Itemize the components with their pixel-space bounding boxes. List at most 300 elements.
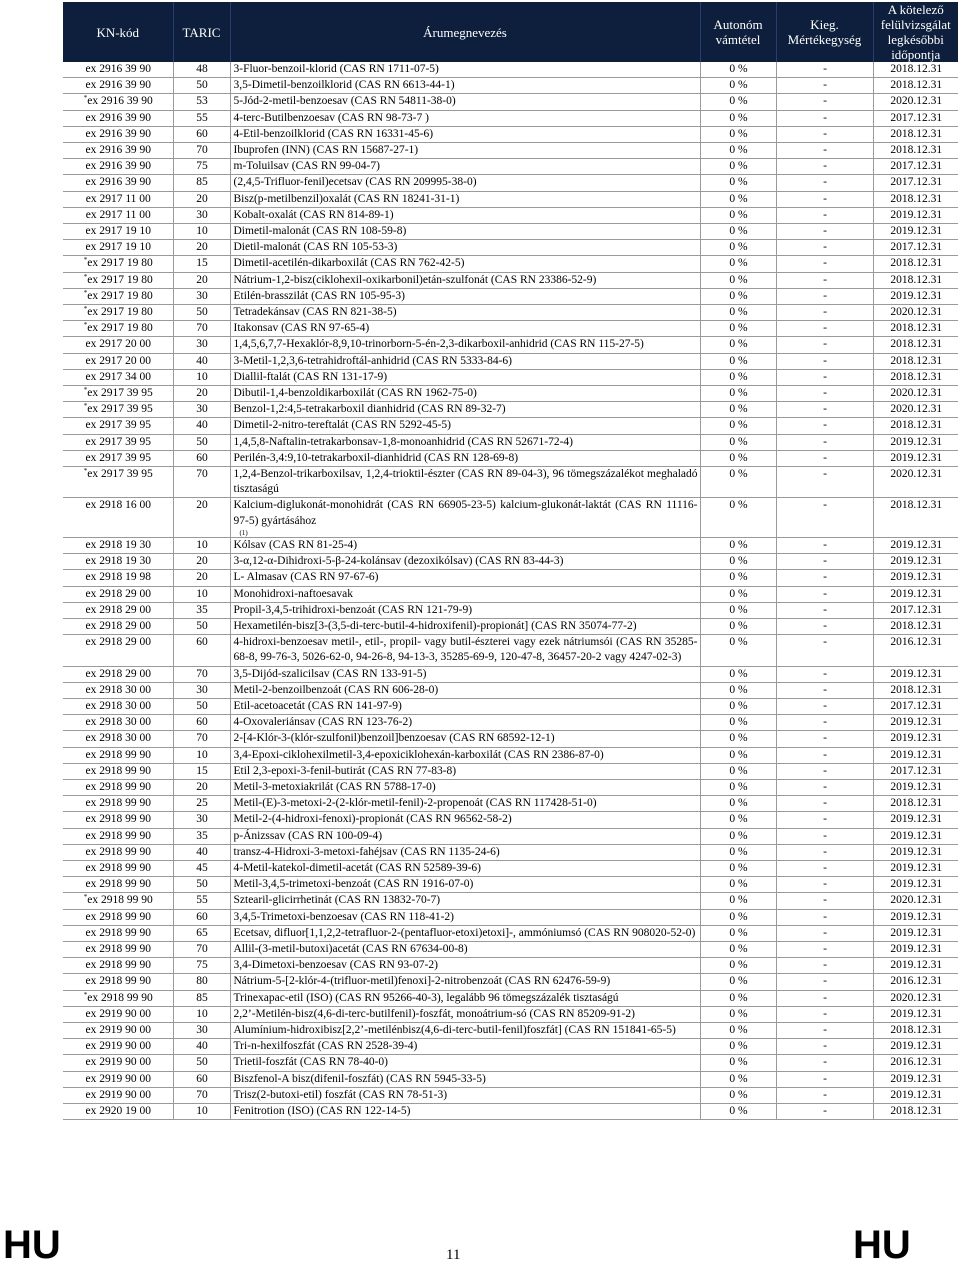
cell-kn-code xyxy=(63,402,173,418)
cell-kn-code xyxy=(63,386,173,402)
cell-supplementary-unit: - xyxy=(776,418,873,434)
cell-taric: 40 xyxy=(173,418,230,434)
cell-taric: 40 xyxy=(173,353,230,369)
table-row xyxy=(63,467,958,498)
cell-description xyxy=(230,812,700,828)
cell-description xyxy=(230,62,700,78)
table-row xyxy=(63,386,958,402)
cell-autonomous-rate: 0 % xyxy=(700,175,776,191)
cell-review-date: 2019.12.31 xyxy=(873,666,958,682)
cell-description xyxy=(230,974,700,990)
table-row xyxy=(63,1071,958,1087)
cell-supplementary-unit: - xyxy=(776,731,873,747)
description-text: 4-Etil-benzoilklorid (CAS RN 16331-45-6) xyxy=(233,127,434,140)
kn-code-text: ex 2918 30 00 xyxy=(85,716,151,729)
cell-autonomous-rate: 0 % xyxy=(700,207,776,223)
cell-supplementary-unit: - xyxy=(776,909,873,925)
cell-supplementary-unit: - xyxy=(776,860,873,876)
cell-review-date: 2018.12.31 xyxy=(873,272,958,288)
cell-description xyxy=(230,747,700,763)
cell-kn-code xyxy=(63,191,173,207)
cell-autonomous-rate: 0 % xyxy=(700,586,776,602)
table-row xyxy=(63,698,958,714)
cell-review-date: 2018.12.31 xyxy=(873,143,958,159)
cell-taric: 30 xyxy=(173,288,230,304)
cell-kn-code xyxy=(63,1022,173,1038)
change-marker: * xyxy=(83,467,88,476)
table-row xyxy=(63,796,958,812)
header-description: Árumegnevezés xyxy=(230,2,700,62)
description-text: Tetradekánsav (CAS RN 821-38-5) xyxy=(233,306,397,319)
cell-review-date: 2018.12.31 xyxy=(873,337,958,353)
cell-review-date: 2019.12.31 xyxy=(873,554,958,570)
cell-supplementary-unit: - xyxy=(776,1006,873,1022)
cell-supplementary-unit: - xyxy=(776,386,873,402)
cell-description xyxy=(230,143,700,159)
cell-taric: 50 xyxy=(173,78,230,94)
cell-review-date: 2018.12.31 xyxy=(873,369,958,385)
cell-taric: 20 xyxy=(173,498,230,537)
cell-review-date: 2019.12.31 xyxy=(873,288,958,304)
cell-taric: 10 xyxy=(173,537,230,553)
cell-autonomous-rate: 0 % xyxy=(700,602,776,618)
cell-autonomous-rate: 0 % xyxy=(700,860,776,876)
cell-kn-code xyxy=(63,990,173,1006)
kn-code-text: ex 2920 19 00 xyxy=(85,1105,151,1117)
cell-kn-code xyxy=(63,353,173,369)
cell-review-date: 2016.12.31 xyxy=(873,1055,958,1071)
cell-kn-code xyxy=(63,958,173,974)
cell-kn-code xyxy=(63,828,173,844)
cell-autonomous-rate: 0 % xyxy=(700,828,776,844)
cell-description xyxy=(230,860,700,876)
cell-supplementary-unit: - xyxy=(776,78,873,94)
cell-autonomous-rate: 0 % xyxy=(700,731,776,747)
table-row xyxy=(63,570,958,586)
cell-taric: 30 xyxy=(173,812,230,828)
cell-autonomous-rate: 0 % xyxy=(700,635,776,666)
cell-kn-code xyxy=(63,731,173,747)
cell-taric: 85 xyxy=(173,175,230,191)
cell-supplementary-unit: - xyxy=(776,586,873,602)
description-text: 3-α,12-α-Dihidroxi-5-β-24-kolánsav (dezoxikólsav) (CAS RN 83-44-3) xyxy=(233,555,564,568)
cell-description xyxy=(230,126,700,142)
change-marker: * xyxy=(83,893,88,902)
cell-description xyxy=(230,1006,700,1022)
kn-code-text: ex 2919 90 00 xyxy=(85,1056,151,1069)
cell-taric: 10 xyxy=(173,747,230,763)
cell-taric: 80 xyxy=(173,974,230,990)
cell-review-date: 2017.12.31 xyxy=(873,159,958,175)
cell-review-date: 2019.12.31 xyxy=(873,844,958,860)
change-marker: * xyxy=(83,288,88,297)
cell-review-date: 2017.12.31 xyxy=(873,110,958,126)
cell-supplementary-unit: - xyxy=(776,635,873,666)
cell-kn-code xyxy=(63,618,173,634)
cell-supplementary-unit: - xyxy=(776,450,873,466)
cell-description xyxy=(230,272,700,288)
description-text: Ibuprofen (INN) (CAS RN 15687-27-1) xyxy=(233,144,419,157)
cell-taric: 10 xyxy=(173,1104,230,1120)
kn-code-text: ex 2917 19 10 xyxy=(85,225,151,238)
table-row xyxy=(63,78,958,94)
cell-kn-code xyxy=(63,666,173,682)
description-text: Dibutil-1,4-benzoldikarboxilát (CAS RN 1962-75-0) xyxy=(233,387,477,400)
table-row xyxy=(63,272,958,288)
cell-autonomous-rate: 0 % xyxy=(700,240,776,256)
cell-taric: 55 xyxy=(173,110,230,126)
description-text: Etil-acetoacetát (CAS RN 141-97-9) xyxy=(233,699,402,712)
table-row xyxy=(63,1055,958,1071)
cell-kn-code xyxy=(63,159,173,175)
table-row xyxy=(63,666,958,682)
table-row xyxy=(63,62,958,78)
table-row xyxy=(63,288,958,304)
cell-description xyxy=(230,1055,700,1071)
cell-kn-code xyxy=(63,925,173,941)
kn-code-text: ex 2918 99 90 xyxy=(85,764,151,777)
description-text: Itakonsav (CAS RN 97-65-4) xyxy=(233,322,370,335)
kn-code-text: ex 2918 99 90 xyxy=(85,878,151,891)
description-text: Etil 2,3-epoxi-3-fenil-butirát (CAS RN 77-83-8) xyxy=(233,764,457,777)
description-text: m-Toluilsav (CAS RN 99-04-7) xyxy=(233,160,380,173)
cell-description xyxy=(230,877,700,893)
description-text: Tri-n-hexilfoszfát (CAS RN 2528-39-4) xyxy=(233,1040,418,1053)
cell-kn-code xyxy=(63,635,173,666)
kn-code-text: ex 2916 39 90 xyxy=(85,144,151,157)
cell-supplementary-unit: - xyxy=(776,666,873,682)
kn-code-text: ex 2916 39 90 xyxy=(87,95,153,108)
cell-kn-code xyxy=(63,224,173,240)
change-marker: * xyxy=(83,402,88,411)
table-row xyxy=(63,537,958,553)
table-row xyxy=(63,844,958,860)
cell-autonomous-rate: 0 % xyxy=(700,159,776,175)
description-text: Hexametilén-bisz[3-(3,5-di-terc-butil-4-hidroxifenil)-propionát] (CAS RN 35074-77-2) xyxy=(233,619,637,632)
table-row xyxy=(63,586,958,602)
cell-description xyxy=(230,94,700,110)
cell-kn-code xyxy=(63,305,173,321)
kn-code-text: ex 2918 19 30 xyxy=(85,538,151,551)
table-row xyxy=(63,418,958,434)
cell-review-date: 2020.12.31 xyxy=(873,94,958,110)
cell-autonomous-rate: 0 % xyxy=(700,893,776,909)
description-text: Bisz(p-metilbenzil)oxalát (CAS RN 18241-31-1) xyxy=(233,192,460,205)
cell-supplementary-unit: - xyxy=(776,402,873,418)
cell-taric: 45 xyxy=(173,860,230,876)
cell-supplementary-unit: - xyxy=(776,337,873,353)
cell-taric: 20 xyxy=(173,779,230,795)
cell-autonomous-rate: 0 % xyxy=(700,450,776,466)
cell-supplementary-unit: - xyxy=(776,570,873,586)
cell-description xyxy=(230,731,700,747)
cell-kn-code xyxy=(63,779,173,795)
cell-taric: 50 xyxy=(173,618,230,634)
kn-code-text: ex 2917 39 95 xyxy=(85,451,151,464)
cell-taric: 25 xyxy=(173,796,230,812)
cell-kn-code xyxy=(63,498,173,537)
kn-code-text: ex 2918 99 90 xyxy=(85,975,151,988)
cell-kn-code xyxy=(63,602,173,618)
cell-description xyxy=(230,796,700,812)
cell-supplementary-unit: - xyxy=(776,715,873,731)
cell-review-date: 2016.12.31 xyxy=(873,974,958,990)
cell-taric: 55 xyxy=(173,893,230,909)
cell-kn-code xyxy=(63,941,173,957)
cell-review-date: 2019.12.31 xyxy=(873,207,958,223)
cell-kn-code xyxy=(63,554,173,570)
kn-code-text: ex 2917 11 00 xyxy=(85,208,151,221)
cell-review-date: 2018.12.31 xyxy=(873,191,958,207)
table-row xyxy=(63,828,958,844)
cell-supplementary-unit: - xyxy=(776,110,873,126)
description-text: 1,4,5,6,7,7-Hexaklór-8,9,10-trinorborn-5-én-2,3-dikarboxil-anhidrid (CAS RN 115-27-5) xyxy=(233,338,644,351)
cell-taric: 60 xyxy=(173,450,230,466)
cell-kn-code xyxy=(63,586,173,602)
cell-taric: 60 xyxy=(173,715,230,731)
cell-description xyxy=(230,682,700,698)
kn-code-text: ex 2918 29 00 xyxy=(85,636,151,649)
description-text: Biszfenol-A bisz(difenil-foszfát) (CAS RN 5945-33-5) xyxy=(233,1072,486,1085)
cell-review-date: 2018.12.31 xyxy=(873,126,958,142)
cell-kn-code xyxy=(63,94,173,110)
cell-supplementary-unit: - xyxy=(776,779,873,795)
header-review-date: A kötelező felülvizsgálat legkésőbbi időpontja xyxy=(873,2,958,62)
description-text: Trinexapac-etil (ISO) (CAS RN 95266-40-3), legalább 96 tömegszázalék tisztaságú xyxy=(233,991,619,1004)
table-row xyxy=(63,974,958,990)
cell-taric: 60 xyxy=(173,635,230,666)
kn-code-text: ex 2916 39 90 xyxy=(85,63,151,75)
description-text: Alumínium-hidroxibisz[2,2’-metilénbisz(4,6-di-terc-butil-fenil)foszfát] (CAS RN 151841-65-5) xyxy=(233,1023,676,1036)
cell-description xyxy=(230,635,700,666)
cell-description xyxy=(230,191,700,207)
kn-code-text: ex 2919 90 00 xyxy=(85,1023,151,1036)
cell-kn-code xyxy=(63,272,173,288)
cell-kn-code xyxy=(63,974,173,990)
description-text: 3,4,5-Trimetoxi-benzoesav (CAS RN 118-41-2) xyxy=(233,910,454,923)
table-row xyxy=(63,893,958,909)
kn-code-text: ex 2918 99 90 xyxy=(85,829,151,842)
description-text: Trietil-foszfát (CAS RN 78-40-0) xyxy=(233,1056,388,1069)
cell-description xyxy=(230,1071,700,1087)
cell-supplementary-unit: - xyxy=(776,256,873,272)
description-text: 5-Jód-2-metil-benzoesav (CAS RN 54811-38-0) xyxy=(233,95,456,108)
cell-review-date: 2019.12.31 xyxy=(873,537,958,553)
kn-code-text: ex 2916 39 90 xyxy=(85,127,151,140)
cell-description xyxy=(230,369,700,385)
kn-code-text: ex 2919 90 00 xyxy=(85,1007,151,1020)
cell-description xyxy=(230,941,700,957)
table-row xyxy=(63,256,958,272)
cell-taric: 65 xyxy=(173,925,230,941)
table-row xyxy=(63,958,958,974)
description-text: L- Almasav (CAS RN 97-67-6) xyxy=(233,571,379,584)
description-text: Dietil-malonát (CAS RN 105-53-3) xyxy=(233,241,398,254)
kn-code-text: ex 2917 20 00 xyxy=(85,338,151,351)
kn-code-text: ex 2918 99 90 xyxy=(85,780,151,793)
cell-review-date: 2019.12.31 xyxy=(873,958,958,974)
cell-autonomous-rate: 0 % xyxy=(700,877,776,893)
cell-kn-code xyxy=(63,467,173,498)
cell-review-date: 2019.12.31 xyxy=(873,715,958,731)
cell-taric: 75 xyxy=(173,958,230,974)
cell-description xyxy=(230,586,700,602)
description-text: 3,4-Epoxi-ciklohexilmetil-3,4-epoxiciklohexán-karboxilát (CAS RN 2386-87-0) xyxy=(233,748,604,761)
table-row xyxy=(63,779,958,795)
cell-autonomous-rate: 0 % xyxy=(700,288,776,304)
cell-taric: 70 xyxy=(173,941,230,957)
change-marker: * xyxy=(83,256,88,265)
cell-review-date: 2018.12.31 xyxy=(873,321,958,337)
cell-description xyxy=(230,909,700,925)
cell-description xyxy=(230,537,700,553)
table-row xyxy=(63,434,958,450)
cell-description xyxy=(230,1087,700,1103)
cell-taric: 30 xyxy=(173,402,230,418)
table-row xyxy=(63,240,958,256)
cell-review-date: 2019.12.31 xyxy=(873,570,958,586)
kn-code-text: ex 2918 99 90 xyxy=(85,926,151,939)
cell-taric: 70 xyxy=(173,666,230,682)
cell-supplementary-unit: - xyxy=(776,175,873,191)
cell-autonomous-rate: 0 % xyxy=(700,796,776,812)
table-row xyxy=(63,635,958,666)
table-row xyxy=(63,191,958,207)
footnote-reference: (1) xyxy=(239,528,248,537)
cell-taric: 50 xyxy=(173,434,230,450)
cell-autonomous-rate: 0 % xyxy=(700,974,776,990)
cell-description xyxy=(230,224,700,240)
cell-taric: 35 xyxy=(173,828,230,844)
cell-kn-code xyxy=(63,909,173,925)
description-text: Dimetil-acetilén-dikarboxilát (CAS RN 762-42-5) xyxy=(233,257,465,270)
cell-autonomous-rate: 0 % xyxy=(700,434,776,450)
cell-supplementary-unit: - xyxy=(776,94,873,110)
cell-taric: 50 xyxy=(173,877,230,893)
cell-taric: 30 xyxy=(173,682,230,698)
description-text: 2-[4-Klór-3-(klór-szulfonil)benzoil]benzoesav (CAS RN 68592-12-1) xyxy=(233,732,555,745)
cell-description xyxy=(230,467,700,498)
table-row xyxy=(63,175,958,191)
cell-autonomous-rate: 0 % xyxy=(700,143,776,159)
cell-supplementary-unit: - xyxy=(776,682,873,698)
table-row xyxy=(63,1039,958,1055)
cell-taric: 10 xyxy=(173,586,230,602)
kn-code-text: ex 2916 39 90 xyxy=(85,176,151,189)
cell-description xyxy=(230,418,700,434)
cell-review-date: 2018.12.31 xyxy=(873,418,958,434)
table-row xyxy=(63,990,958,1006)
cell-taric: 15 xyxy=(173,256,230,272)
cell-taric: 20 xyxy=(173,386,230,402)
table-row xyxy=(63,402,958,418)
cell-autonomous-rate: 0 % xyxy=(700,763,776,779)
cell-autonomous-rate: 0 % xyxy=(700,570,776,586)
header-taric: TARIC xyxy=(173,2,230,62)
cell-kn-code xyxy=(63,321,173,337)
description-text: (2,4,5-Trifluor-fenil)ecetsav (CAS RN 209995-38-0) xyxy=(233,176,477,189)
cell-autonomous-rate: 0 % xyxy=(700,844,776,860)
table-row xyxy=(63,305,958,321)
kn-code-text: ex 2919 90 00 xyxy=(85,1088,151,1101)
cell-taric: 35 xyxy=(173,602,230,618)
cell-autonomous-rate: 0 % xyxy=(700,698,776,714)
description-text: Monohidroxi-naftoesavak xyxy=(233,587,353,600)
kn-code-text: ex 2917 19 10 xyxy=(85,241,151,254)
description-text: Metil-(E)-3-metoxi-2-(2-klór-metil-fenil)-2-propenoát (CAS RN 117428-51-0) xyxy=(233,797,597,810)
cell-review-date: 2019.12.31 xyxy=(873,450,958,466)
cell-autonomous-rate: 0 % xyxy=(700,990,776,1006)
cell-review-date: 2017.12.31 xyxy=(873,240,958,256)
cell-description xyxy=(230,763,700,779)
table-row xyxy=(63,925,958,941)
cell-review-date: 2020.12.31 xyxy=(873,386,958,402)
cell-kn-code xyxy=(63,877,173,893)
description-text: Metil-3,4,5-trimetoxi-benzoát (CAS RN 1916-07-0) xyxy=(233,878,474,891)
cell-autonomous-rate: 0 % xyxy=(700,498,776,537)
cell-supplementary-unit: - xyxy=(776,143,873,159)
kn-code-text: ex 2918 99 90 xyxy=(87,894,153,907)
description-text: 3,5-Dimetil-benzoilklorid (CAS RN 6613-44-1) xyxy=(233,79,455,92)
cell-description xyxy=(230,1039,700,1055)
kn-code-text: ex 2918 30 00 xyxy=(85,732,151,745)
cell-kn-code xyxy=(63,256,173,272)
cell-autonomous-rate: 0 % xyxy=(700,224,776,240)
cell-supplementary-unit: - xyxy=(776,747,873,763)
cell-autonomous-rate: 0 % xyxy=(700,353,776,369)
kn-code-text: ex 2917 19 80 xyxy=(87,322,153,335)
cell-review-date: 2019.12.31 xyxy=(873,828,958,844)
table-row xyxy=(63,143,958,159)
cell-taric: 70 xyxy=(173,143,230,159)
cell-review-date: 2019.12.31 xyxy=(873,812,958,828)
cell-review-date: 2019.12.31 xyxy=(873,434,958,450)
header-kn-code: KN-kód xyxy=(63,2,173,62)
cell-review-date: 2019.12.31 xyxy=(873,1087,958,1103)
cell-description xyxy=(230,402,700,418)
cell-review-date: 2019.12.31 xyxy=(873,941,958,957)
description-text: Benzol-1,2:4,5-tetrakarboxil dianhidrid (CAS RN 89-32-7) xyxy=(233,403,506,416)
cell-taric: 20 xyxy=(173,554,230,570)
cell-kn-code xyxy=(63,175,173,191)
cell-autonomous-rate: 0 % xyxy=(700,682,776,698)
cell-review-date: 2019.12.31 xyxy=(873,1071,958,1087)
cell-taric: 20 xyxy=(173,240,230,256)
cell-review-date: 2020.12.31 xyxy=(873,467,958,498)
cell-review-date: 2018.12.31 xyxy=(873,256,958,272)
cell-supplementary-unit: - xyxy=(776,925,873,941)
cell-description xyxy=(230,925,700,941)
table-row xyxy=(63,159,958,175)
cell-taric: 50 xyxy=(173,698,230,714)
cell-kn-code xyxy=(63,698,173,714)
cell-supplementary-unit: - xyxy=(776,288,873,304)
cell-description xyxy=(230,353,700,369)
description-text: Metil-3-metoxiakrilát (CAS RN 5788-17-0) xyxy=(233,780,436,793)
cell-autonomous-rate: 0 % xyxy=(700,191,776,207)
cell-supplementary-unit: - xyxy=(776,62,873,78)
table-row xyxy=(63,715,958,731)
cell-taric: 30 xyxy=(173,1022,230,1038)
kn-code-text: ex 2917 11 00 xyxy=(85,192,151,205)
table-row xyxy=(63,1087,958,1103)
cell-supplementary-unit: - xyxy=(776,191,873,207)
cell-review-date: 2018.12.31 xyxy=(873,353,958,369)
description-text: Metil-2-benzoilbenzoát (CAS RN 606-28-0) xyxy=(233,683,439,696)
cell-taric: 15 xyxy=(173,763,230,779)
cell-review-date: 2019.12.31 xyxy=(873,877,958,893)
description-text: Etilén-brasszilát (CAS RN 105-95-3) xyxy=(233,289,406,302)
